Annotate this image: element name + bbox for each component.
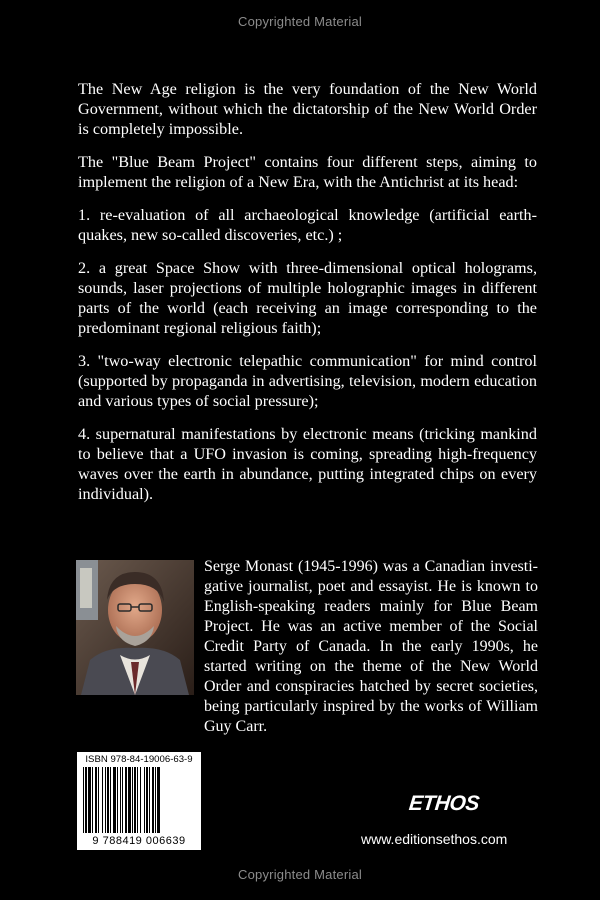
barcode-bar xyxy=(117,767,118,833)
barcode-bar xyxy=(137,767,138,833)
isbn-number: ISBN 978-84-19006-63-9 xyxy=(85,754,193,765)
barcode-bar xyxy=(85,767,87,833)
barcode-bars xyxy=(81,767,197,835)
barcode-bar xyxy=(92,767,93,833)
barcode-bar xyxy=(134,767,136,833)
paragraph-project: The "Blue Beam Project" contains four different steps, aiming to implement the religion of a New Era, with the Antichrist at its head: xyxy=(78,153,537,191)
paragraph-step-2: 2. a great Space Show with three-dimensional optical holograms, sounds, laser projections of multiple holographic images in different parts of the world (each receiving an image corresponding to the predominant regional religious faith); xyxy=(78,259,537,337)
author-portrait-image xyxy=(76,560,194,695)
barcode-bar xyxy=(83,767,84,833)
barcode-digits: 9 788419 006639 xyxy=(92,835,186,847)
author-bio: Serge Monast (1945-1996) was a Canadian investigative journalist, poet and essayist. He is known to English-speaking readers mainly for Blue Beam Project. He was an active member of the Social Credit Party of Canada. In the early 1990s, he started writing on the theme of the New World Order and conspiracies hatched by secret societies, being particularly inspired by the works of William Guy Carr. xyxy=(204,558,538,735)
isbn-barcode xyxy=(77,752,201,850)
paragraph-step-4: 4. supernatural manifestations by electronic means (tricking mankind to believe that a UFO invasion is coming, spreading high-frequency waves over the earth in abundance, putting integrated chips on every individual). xyxy=(78,425,537,503)
barcode-bar xyxy=(152,767,154,833)
barcode-bar xyxy=(157,767,160,833)
copyright-watermark-top: Copyrighted Material xyxy=(238,14,362,29)
barcode-bar xyxy=(122,767,123,833)
barcode-bar xyxy=(132,767,133,833)
barcode-bar xyxy=(149,767,150,833)
barcode-bar xyxy=(144,767,145,833)
barcode-bar xyxy=(125,767,127,833)
barcode-bar xyxy=(102,767,103,833)
barcode-bar xyxy=(107,767,109,833)
barcode-bar xyxy=(88,767,91,833)
barcode-bar xyxy=(155,767,156,833)
barcode-bar xyxy=(128,767,131,833)
paragraph-step-1: 1. re-evaluation of all archaeological knowledge (artificial earthquakes, new so-called discoveries, etc.) ; xyxy=(78,206,537,244)
publisher-logo: ETHOS xyxy=(407,792,481,815)
paragraph-step-3: 3. "two-way electronic telepathic communication" for mind control (supported by propaganda in advertising, television, modern education and various types of social pressure); xyxy=(78,352,537,410)
barcode-bar xyxy=(113,767,116,833)
barcode-bar xyxy=(110,767,111,833)
barcode-bar xyxy=(98,767,99,833)
copyright-watermark-bottom: Copyrighted Material xyxy=(238,867,362,882)
barcode-bar xyxy=(140,767,141,833)
back-cover-text xyxy=(78,79,537,517)
paragraph-intro: The New Age religion is the very foundation of the New World Government, without which the dictatorship of the New World Order is completely impossible. xyxy=(78,80,537,138)
author-photo xyxy=(76,560,194,695)
barcode-bar xyxy=(120,767,121,833)
barcode-bar xyxy=(105,767,106,833)
barcode-bar xyxy=(95,767,97,833)
barcode-bar xyxy=(146,767,148,833)
publisher-url[interactable]: www.editionsethos.com xyxy=(361,831,508,847)
